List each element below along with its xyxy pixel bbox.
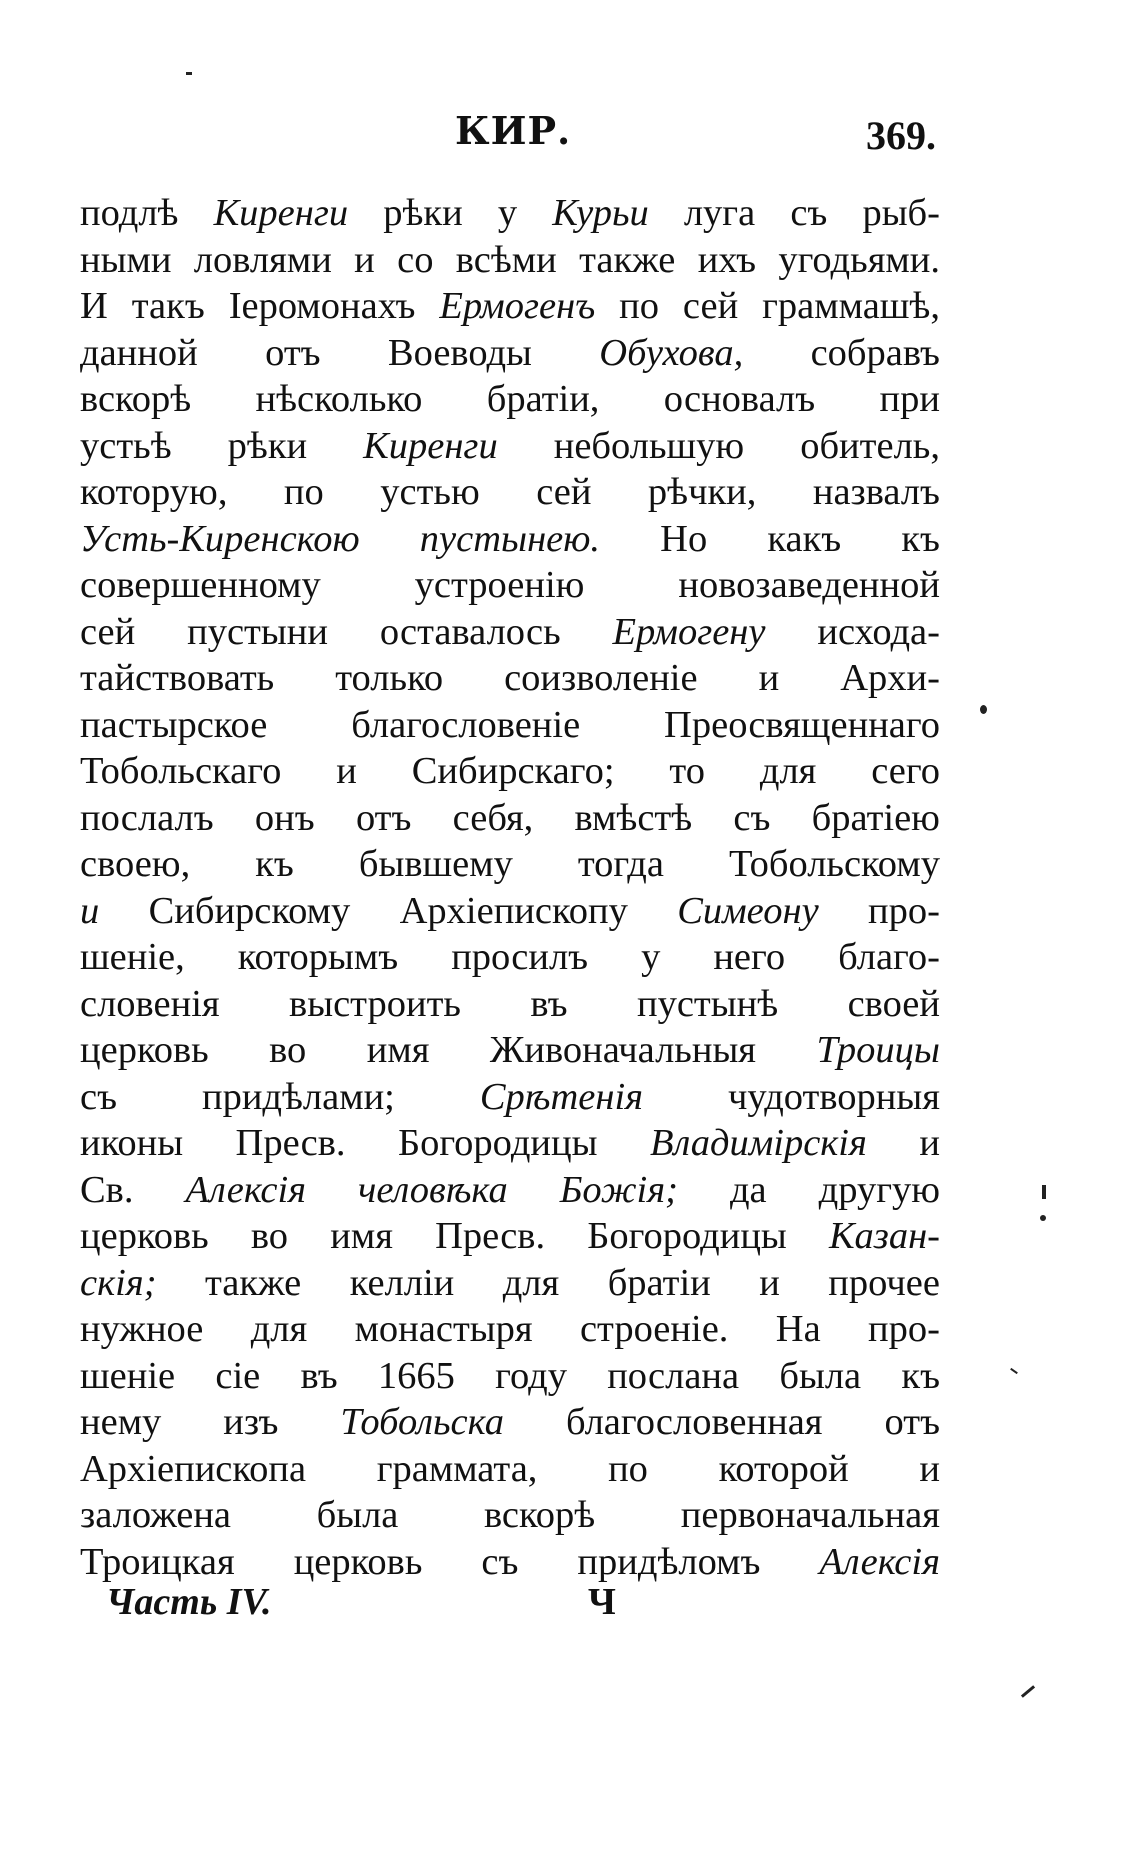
italic-word: человѣка xyxy=(358,1168,508,1211)
margin-speck xyxy=(1010,1368,1018,1374)
word: церковь xyxy=(80,1215,209,1257)
word: шеніе xyxy=(80,1354,176,1397)
italic-word: пустынею. xyxy=(419,517,601,560)
word: то xyxy=(669,750,705,792)
text-line xyxy=(80,1399,940,1446)
word: И xyxy=(80,285,108,327)
word: отъ xyxy=(884,1401,940,1443)
text-line xyxy=(80,1492,940,1539)
word: пустынѣ xyxy=(636,982,779,1025)
word: сей xyxy=(682,285,739,327)
word: Преосвященнаго xyxy=(664,703,940,746)
word: устью xyxy=(380,471,480,513)
word: рыб- xyxy=(862,192,940,234)
word: изъ xyxy=(223,1401,279,1443)
text-line xyxy=(80,516,940,563)
word: и xyxy=(759,1261,780,1304)
italic-word: Троицы xyxy=(816,1029,940,1071)
word: обитель, xyxy=(800,424,940,467)
text-line xyxy=(80,934,940,981)
word: во xyxy=(250,1215,289,1257)
word: заложена xyxy=(80,1494,232,1536)
word: для xyxy=(759,750,817,792)
word: Св. xyxy=(80,1168,134,1211)
word: также xyxy=(579,238,676,281)
text-line xyxy=(80,190,940,237)
text-line xyxy=(80,1120,940,1167)
text-line xyxy=(80,795,940,842)
word: тайствовать xyxy=(80,657,275,699)
word: новозаведенной xyxy=(678,564,940,606)
word: Тобольскому xyxy=(729,843,940,885)
text-line xyxy=(80,1539,940,1586)
page-header xyxy=(0,100,1140,160)
word: благословенная xyxy=(565,1401,823,1443)
text-line xyxy=(80,1306,940,1353)
word: первоначальная xyxy=(680,1494,940,1536)
word: вскорѣ xyxy=(80,378,192,420)
word: сіе xyxy=(215,1354,261,1397)
word: иконы xyxy=(80,1122,184,1164)
running-head: КИР. xyxy=(455,108,572,153)
word: при xyxy=(879,378,940,420)
word: съ xyxy=(481,1540,519,1583)
word: братіи, xyxy=(486,378,600,420)
text-line xyxy=(80,841,940,888)
italic-word: Тобольска xyxy=(340,1401,504,1443)
word: граммашѣ, xyxy=(762,285,940,327)
word: рѣки xyxy=(383,192,463,234)
word: Но xyxy=(660,517,708,560)
word: Архіепископу xyxy=(399,889,628,932)
text-line xyxy=(80,1446,940,1493)
word: Іеромонахъ xyxy=(228,285,416,327)
word: келліи xyxy=(349,1261,455,1304)
word: вмѣстѣ xyxy=(574,796,693,839)
margin-speck xyxy=(1040,1215,1046,1221)
text-line xyxy=(80,702,940,749)
word: какъ xyxy=(767,517,842,560)
word: отъ xyxy=(265,331,321,374)
word: Богородицы xyxy=(397,1122,598,1164)
italic-word: Алексія xyxy=(819,1540,940,1583)
word: Пресв. xyxy=(435,1215,546,1257)
word: была xyxy=(316,1494,399,1536)
word: такъ xyxy=(131,285,205,327)
word: въ xyxy=(300,1354,338,1397)
word: Воеводы xyxy=(387,331,532,374)
word: съ xyxy=(790,192,828,234)
word: 1665 xyxy=(377,1354,455,1397)
italic-word: Ермогенъ xyxy=(439,285,596,327)
text-line xyxy=(80,888,940,935)
word: благословеніе xyxy=(351,703,581,746)
word: съ xyxy=(733,796,771,839)
word: исхода- xyxy=(817,610,940,653)
text-line xyxy=(80,1213,940,1260)
word: прочее xyxy=(828,1261,940,1304)
word: церковь xyxy=(293,1540,423,1583)
word: всѣми xyxy=(455,238,557,281)
word: церковь xyxy=(80,1029,209,1071)
text-line xyxy=(80,1167,940,1214)
word: да xyxy=(729,1168,767,1211)
word: ихъ xyxy=(697,238,756,281)
text-line xyxy=(80,748,940,795)
word: съ xyxy=(80,1075,117,1118)
text-line xyxy=(80,1027,940,1074)
word: и xyxy=(919,1447,940,1490)
italic-word: Обухова, xyxy=(599,331,744,374)
text-line xyxy=(80,1260,940,1307)
word: къ xyxy=(255,843,294,885)
text-line xyxy=(80,330,940,377)
text-line xyxy=(80,1353,940,1400)
margin-speck xyxy=(186,72,192,75)
italic-word: Киренги xyxy=(213,192,349,234)
word: бывшему xyxy=(358,843,513,885)
italic-word: скія; xyxy=(80,1261,157,1304)
italic-word: Киренги xyxy=(363,424,498,467)
word: совершенному xyxy=(80,564,321,606)
word: выстроить xyxy=(289,982,461,1025)
word: На xyxy=(775,1308,821,1350)
word: чудотворныя xyxy=(728,1075,940,1118)
word: которой xyxy=(718,1447,849,1490)
word: Архіепископа xyxy=(80,1447,307,1490)
word: сей xyxy=(80,610,136,653)
word: ловлями xyxy=(193,238,332,281)
italic-word: и xyxy=(80,889,100,932)
word: у xyxy=(641,936,661,978)
word: и xyxy=(919,1122,940,1164)
word: и xyxy=(758,657,780,699)
word: Богородицы xyxy=(587,1215,787,1257)
word: послана xyxy=(607,1354,740,1397)
word: Живоначальныя xyxy=(489,1029,757,1071)
word: вскорѣ xyxy=(483,1494,596,1536)
word: основалъ xyxy=(663,378,816,420)
word: отъ xyxy=(355,796,412,839)
word: онъ xyxy=(254,796,315,839)
page-footer xyxy=(0,1580,1140,1640)
word: устьѣ xyxy=(80,424,172,467)
word: по xyxy=(608,1447,648,1490)
word: оставалось xyxy=(379,610,561,653)
word: своею, xyxy=(80,843,191,885)
word: послалъ xyxy=(80,796,214,839)
italic-word: Владимірскія xyxy=(649,1122,867,1164)
text-line xyxy=(80,376,940,423)
word: своей xyxy=(847,982,940,1025)
word: во xyxy=(269,1029,307,1071)
text-line xyxy=(80,283,940,330)
word: также xyxy=(204,1261,302,1304)
word: данной xyxy=(80,331,198,374)
italic-word: Алексія xyxy=(185,1168,307,1211)
word: нѣсколько xyxy=(255,378,423,420)
page-number: 369. xyxy=(866,113,936,158)
word: собравъ xyxy=(810,331,940,374)
word: другую xyxy=(818,1168,940,1211)
italic-word: Казан- xyxy=(828,1215,940,1257)
word: къ xyxy=(901,517,940,560)
word: Тобольскаго xyxy=(80,750,282,792)
body-text xyxy=(80,190,940,1585)
word: которую, xyxy=(80,471,228,513)
part-label: Часть IV. xyxy=(106,1581,272,1623)
word: къ xyxy=(901,1354,940,1397)
word: нему xyxy=(80,1401,162,1443)
word: про- xyxy=(868,889,940,932)
word: со xyxy=(397,238,434,281)
word: луга xyxy=(683,192,756,234)
word: только xyxy=(335,657,444,699)
word: про- xyxy=(868,1308,940,1350)
italic-word: Симеону xyxy=(677,889,819,932)
margin-dot xyxy=(980,705,987,714)
word: для xyxy=(250,1308,308,1350)
margin-speck xyxy=(1042,1185,1046,1199)
word: соизволеніе xyxy=(504,657,698,699)
italic-word: Божія; xyxy=(559,1168,678,1211)
word: тогда xyxy=(577,843,664,885)
word: Троицкая xyxy=(80,1540,235,1583)
word: подлѣ xyxy=(80,192,179,234)
word: словенія xyxy=(80,982,220,1025)
word: для xyxy=(502,1261,560,1304)
text-line xyxy=(80,655,940,702)
word: по xyxy=(283,471,324,513)
word: была xyxy=(779,1354,862,1397)
word: него xyxy=(713,936,786,978)
word: Пресв. xyxy=(235,1122,346,1164)
text-line xyxy=(80,469,940,516)
word: небольшую xyxy=(553,424,745,467)
word: устроенію xyxy=(414,564,585,606)
text-line xyxy=(80,981,940,1028)
word: ными xyxy=(80,238,172,281)
text-line xyxy=(80,423,940,470)
italic-word: Срѣтенія xyxy=(479,1075,644,1118)
word: просилъ xyxy=(451,936,589,978)
word: Сибирскаго; xyxy=(411,750,615,792)
word: Сибирскому xyxy=(148,889,351,932)
word: себя, xyxy=(452,796,534,839)
word: и xyxy=(336,750,357,792)
word: граммата, xyxy=(376,1447,538,1490)
word: братіи xyxy=(607,1261,711,1304)
signature-mark: Ч xyxy=(588,1581,616,1623)
word: пастырское xyxy=(80,703,268,746)
word: по xyxy=(619,285,659,327)
text-line xyxy=(80,609,940,656)
word: рѣки xyxy=(227,424,308,467)
word: угодьями. xyxy=(778,238,940,281)
word: строеніе. xyxy=(579,1308,729,1350)
word: братіею xyxy=(811,796,940,839)
word: имя xyxy=(366,1029,430,1071)
word: имя xyxy=(330,1215,393,1257)
text-line xyxy=(80,1074,940,1121)
word: рѣчки, xyxy=(647,471,757,513)
word: монастыря xyxy=(354,1308,533,1350)
word: нужное xyxy=(80,1308,204,1350)
word: которымъ xyxy=(237,936,399,978)
word: у xyxy=(497,192,518,234)
word: благо- xyxy=(838,936,940,978)
word: Архи- xyxy=(840,657,940,699)
word: придѣломъ xyxy=(577,1540,761,1583)
text-line xyxy=(80,562,940,609)
text-line xyxy=(80,237,940,284)
word: назвалъ xyxy=(812,471,940,513)
word: въ xyxy=(530,982,568,1025)
word: сей xyxy=(536,471,592,513)
margin-speck xyxy=(1021,1685,1035,1698)
italic-word: Курьи xyxy=(552,192,649,234)
word: сего xyxy=(871,750,940,792)
word: пустыни xyxy=(187,610,328,653)
word: году xyxy=(495,1354,567,1397)
italic-word: Усть-Киренскою xyxy=(80,517,360,560)
word: шеніе, xyxy=(80,936,185,978)
italic-word: Ермогену xyxy=(612,610,766,653)
word: придѣлами; xyxy=(201,1075,395,1118)
word: и xyxy=(354,238,375,281)
